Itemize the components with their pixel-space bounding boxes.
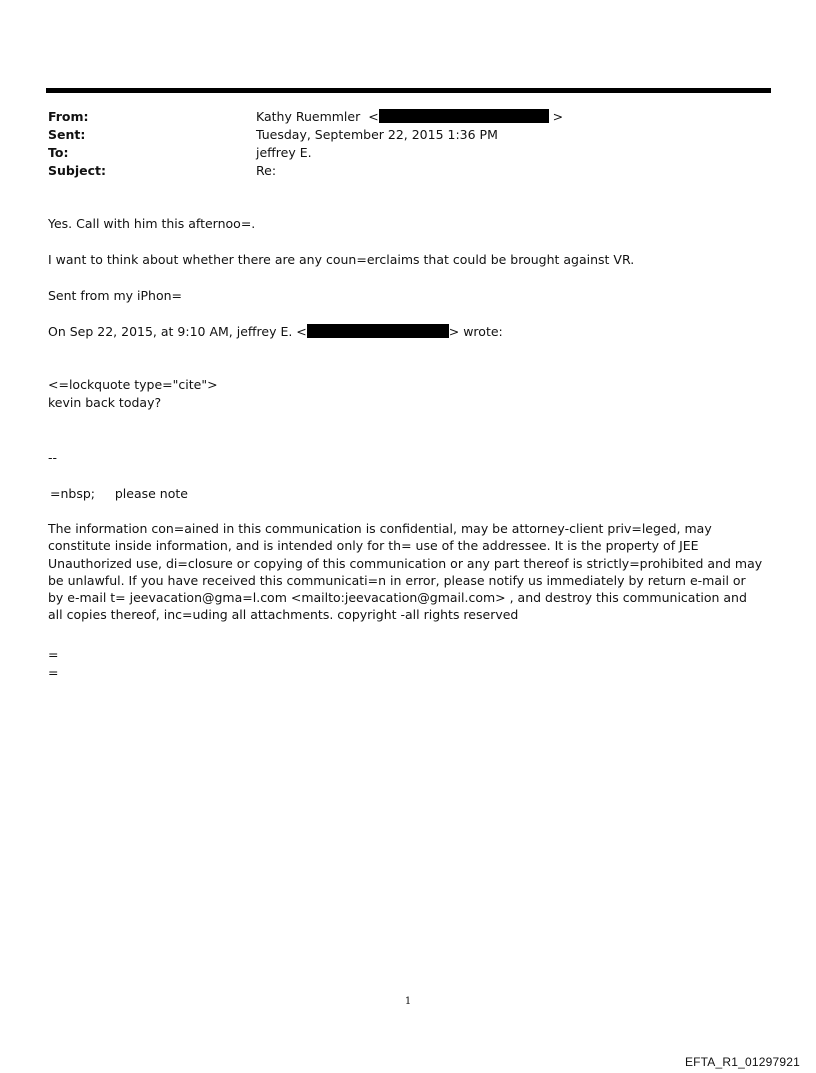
document-id: EFTA_R1_01297921 [684,1055,800,1069]
body-line-call: Yes. Call with him this afternoo=. [48,216,256,231]
sent-row [48,126,768,144]
blockquote-tag-line: <=lockquote type="cite"> [48,377,218,392]
body-line-sent-from: Sent from my iPhon= [48,288,183,303]
subject-row [48,162,768,180]
quote-intro-after: > wrote: [448,324,503,339]
to-value: jeffrey E. [256,145,312,160]
please-note-line: =nbsp; please note [50,486,188,501]
to-row [48,144,768,162]
quote-intro-line [48,323,503,341]
from-value [256,108,768,126]
sent-label: Sent: [48,127,86,142]
header-divider-rule [46,88,771,93]
sender-email-redaction [379,109,549,123]
sender-name: Kathy Ruemmler [256,109,361,124]
confidentiality-disclaimer: The information con=ained in this communication is confidential, may be attorney-client priv=leged, may constitute inside information, and is intended only for th= use of the addressee. It is the property of JEE Unauthorized use, di=closure or copying of this communication or any part thereof is strictly=prohibited and may be unlawful. If you have received this communicati=n in error, please notify us immediately by return e-mail or by e-mail t= jeevacation@gma=l.com <mailto:jeevacation@gmail.com> , and destroy this communication and all copies thereof, inc=uding all attachments. copyright -all rights reserved [48,521,763,623]
page-number: 1 [404,996,412,1007]
quoted-message-line: kevin back today? [48,395,162,410]
subject-label: Subject: [48,163,106,178]
body-line-counterclaims: I want to think about whether there are any coun=erclaims that could be brought against VR. [48,252,635,267]
sender-email-close: > [552,109,564,124]
sent-value: Tuesday, September 22, 2015 1:36 PM [256,127,498,142]
sender-email-open: < [368,109,379,124]
trailing-equals-2: = [48,665,59,680]
email-header [48,108,768,180]
signature-separator: -- [48,450,58,465]
subject-value: Re: [256,163,277,178]
trailing-equals-1: = [48,647,59,662]
from-row [48,108,768,126]
quoted-email-redaction [307,324,449,338]
to-label: To: [48,145,69,160]
quote-intro-before: On Sep 22, 2015, at 9:10 AM, jeffrey E. < [48,324,307,339]
from-label: From: [48,109,89,124]
